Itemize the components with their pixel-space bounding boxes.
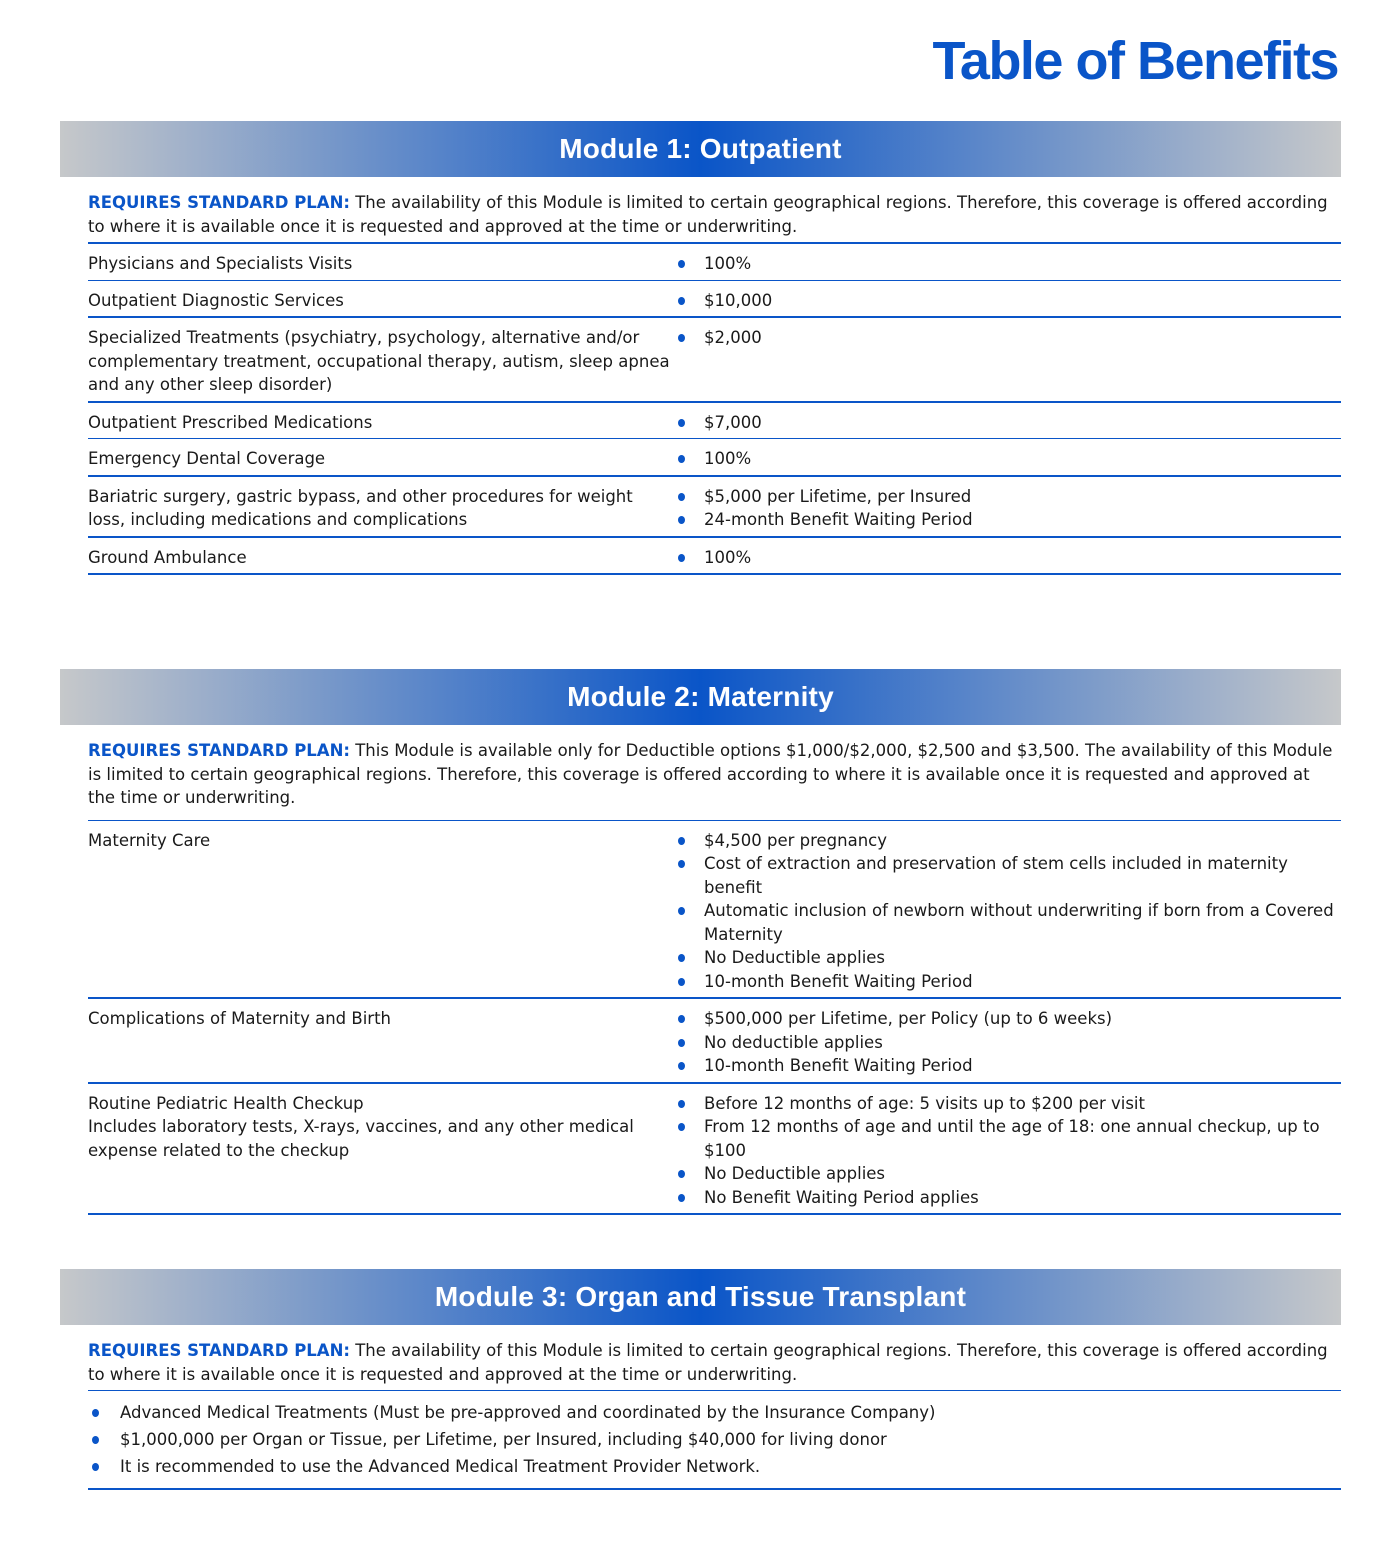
benefit-value: 100%: [674, 546, 1341, 570]
requirement-text: The availability of this Module is limited to certain geographical regions. Therefore, this coverage is offered according to where it is available once it is requested and approved at the time or underwriting.: [88, 1341, 1328, 1384]
benefit-value: No deductible applies: [674, 1031, 1341, 1055]
requirement-text: The availability of this Module is limited to certain geographical regions. Therefore, this coverage is offered according to where it is available once it is requested and approved at the time or underwriting.: [88, 193, 1328, 236]
benefit-value: Before 12 months of age: 5 visits up to $200 per visit: [674, 1092, 1341, 1116]
table-row: [88, 403, 1341, 440]
benefit-value: 24-month Benefit Waiting Period: [674, 508, 1341, 532]
benefit-value: 10-month Benefit Waiting Period: [674, 970, 1341, 994]
table-row: [88, 538, 1341, 576]
requirement-label: REQUIRES STANDARD PLAN:: [88, 1341, 350, 1360]
table-row: [88, 821, 1341, 1000]
benefit-value: $4,500 per pregnancy: [674, 829, 1341, 853]
benefit-value: No Benefit Waiting Period applies: [674, 1186, 1341, 1210]
benefit-value: Automatic inclusion of newborn without underwriting if born from a Covered Maternity: [674, 899, 1341, 946]
module-title: Module 3: Organ and Tissue Transplant: [434, 1281, 967, 1312]
module-title: Module 1: Outpatient: [559, 133, 842, 164]
requirement-label: REQUIRES STANDARD PLAN:: [88, 193, 350, 212]
benefit-sublabel: Includes laboratory tests, X-rays, vaccines, and any other medical expense related to the checkup: [88, 1117, 634, 1160]
requirement-label: REQUIRES STANDARD PLAN:: [88, 741, 350, 760]
requirement-note: [88, 191, 1341, 244]
module-transplant: [0, 1269, 1400, 1490]
module-maternity: [0, 669, 1400, 1215]
module-title: Module 2: Maternity: [567, 681, 834, 712]
benefit-value: 10-month Benefit Waiting Period: [674, 1054, 1341, 1078]
table-row: [88, 244, 1341, 281]
benefit-value: No Deductible applies: [674, 1162, 1341, 1186]
benefit-value: $10,000: [674, 289, 1341, 313]
benefit-label: Physicians and Specialists Visits: [88, 254, 353, 273]
module-header: [60, 669, 1341, 725]
benefit-label: Emergency Dental Coverage: [88, 449, 326, 468]
benefit-label: Maternity Care: [88, 830, 211, 850]
module-header: [60, 121, 1341, 177]
table-row: [88, 281, 1341, 319]
benefit-label: Outpatient Diagnostic Services: [88, 290, 344, 310]
benefit-value: 100%: [674, 252, 1341, 276]
table-row: [88, 439, 1341, 477]
benefit-label: Complications of Maternity and Birth: [88, 1009, 391, 1028]
benefit-value: Cost of extraction and preservation of stem cells included in maternity benefit: [674, 852, 1341, 899]
table-row: [88, 318, 1341, 403]
benefit-value: $500,000 per Lifetime, per Policy (up to 6 weeks): [674, 1007, 1341, 1031]
benefit-label: Specialized Treatments (psychiatry, psychology, alternative and/or complementary treatment, occupational therapy, autism, sleep apnea and any other sleep disorder): [88, 328, 670, 394]
benefit-value: From 12 months of age and until the age of 18: one annual checkup, up to $100: [674, 1115, 1341, 1162]
benefit-label: Bariatric surgery, gastric bypass, and other procedures for weight loss, including medications and complications: [88, 486, 633, 529]
table-row: [88, 1084, 1341, 1216]
benefit-list: [88, 1391, 1341, 1490]
benefit-label: Outpatient Prescribed Medications: [88, 412, 373, 432]
table-row: [88, 477, 1341, 538]
list-item: Advanced Medical Treatments (Must be pre-approved and coordinated by the Insurance Company): [88, 1399, 1341, 1426]
benefit-value: No Deductible applies: [674, 946, 1341, 970]
module-outpatient: [0, 121, 1400, 575]
requirement-note: [88, 739, 1341, 821]
page-title: Table of Benefits: [932, 31, 1338, 91]
benefit-value: $5,000 per Lifetime, per Insured: [674, 485, 1341, 509]
benefit-label: Ground Ambulance: [88, 547, 247, 567]
benefit-label: Routine Pediatric Health Checkup: [88, 1093, 364, 1113]
requirement-note: [88, 1339, 1341, 1391]
list-item: It is recommended to use the Advanced Medical Treatment Provider Network.: [88, 1453, 1341, 1480]
list-item: $1,000,000 per Organ or Tissue, per Lifetime, per Insured, including $40,000 for living donor: [88, 1426, 1341, 1453]
table-row: [88, 999, 1341, 1084]
requirement-text: This Module is available only for Deductible options $1,000/$2,000, $2,500 and $3,500. The availability of this Module is limited to certain geographical regions. Therefore, this coverage is offered according to where it is available once it is requested and approved at the time or underwriting.: [88, 741, 1333, 807]
benefit-value: $7,000: [674, 411, 1341, 435]
benefit-value: $2,000: [674, 326, 1341, 350]
module-header: [60, 1269, 1341, 1325]
benefit-value: 100%: [674, 447, 1341, 471]
